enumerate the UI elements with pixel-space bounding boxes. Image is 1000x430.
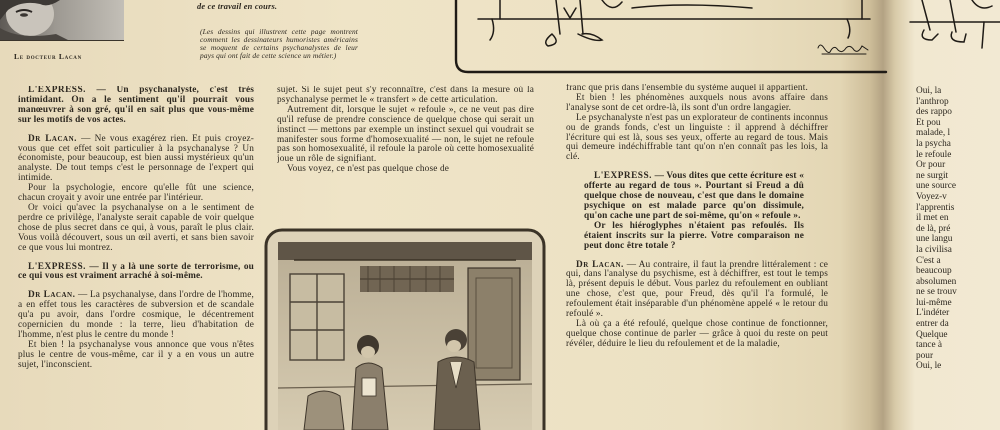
paragraph xyxy=(18,341,254,371)
couch-cartoon xyxy=(452,0,1000,78)
paragraph-text: Or voici qu'avec la psychanalyse on a le sentiment de perdre ce privilège, l'analyste serait capable de voir quelque chose de plus secret dans ce qui, à vous, paraît le plus clair. Vous voilà découvert, sous un œil averti, et sans bien savoir ce que vous lui montrez. xyxy=(18,202,254,253)
fragment-line: Quelque xyxy=(916,329,948,340)
fragment-line: une langu xyxy=(916,234,953,245)
paragraph-text: Or les hiéroglyphes n'étaient pas refoulés. Ils étaient inscrits sur la pierre. Votre comparaison ne peut donc être totale ? xyxy=(584,220,804,251)
paragraph xyxy=(584,222,804,252)
fragment-line: de là, pré xyxy=(916,223,951,234)
paragraph-text: sujet. Si le sujet peut s'y reconnaître, c'est dans la mesure où la psychanalyse permet le « transfert » de cette articulation. xyxy=(277,86,534,105)
dialogue-block xyxy=(18,291,254,370)
fragment-line: Oui, le xyxy=(916,361,942,372)
standing-figure xyxy=(546,0,622,46)
photo-caption: Le docteur Lacan xyxy=(14,52,82,61)
paragraph xyxy=(277,106,534,165)
paragraph xyxy=(18,291,254,341)
consulting-room-cartoon xyxy=(264,228,546,430)
speaker-label: Dr Lacan. xyxy=(576,259,624,270)
paragraph-text: — Il y a là une sorte de terrorisme, ou ce qui vous est vraiment arraché à soi-même. xyxy=(18,261,254,282)
paragraph xyxy=(18,135,254,185)
continued-text-line: de ce travail en cours. xyxy=(197,2,278,11)
dialogue-block xyxy=(18,263,254,283)
paragraph xyxy=(18,204,254,254)
paragraph-text: Et bien ! la psychanalyse vous annonce que vous n'êtes plus le centre de vous-même, car il y a en vous un autre sujet, l'inconscient. xyxy=(18,339,254,370)
ceiling-beam xyxy=(278,242,532,260)
fragment-line: la civilisa xyxy=(916,244,952,255)
window xyxy=(290,274,344,360)
paragraph-text: — Vous dites que cette écriture est « offerte au regard de tous ». Pourtant si Freud a dû quelque chose de nouveau, c'est que dans le domaine psychique on est malade parce qu'on dissimule, qu'on cache une part de soi-même, qu'on « refoule ». xyxy=(584,171,804,221)
cartoon-frame xyxy=(456,0,886,72)
fragment-line: Voyez-v xyxy=(916,191,947,202)
speaker-label: L'EXPRESS. xyxy=(28,86,86,95)
paragraph xyxy=(18,86,254,126)
fragment-line: le refoule xyxy=(916,149,952,160)
paragraph-text: — Ne vous exagérez rien. Et puis croyez-vous que cet effet soit particulier à la psychanalyse ? Un économiste, pour beaucoup, est bien aussi mystérieux qu'un analyste. De tout temps c'est le personnage de l'expert qui intimide. xyxy=(18,133,254,184)
paragraph-text: franc que pris dans l'ensemble du système auquel il appartient. xyxy=(566,84,808,93)
fragment-line: tance à xyxy=(916,340,943,351)
paragraph xyxy=(277,165,534,175)
column-3 xyxy=(566,84,828,430)
speaker-label: Dr Lacan. xyxy=(28,290,76,301)
signature-scribble xyxy=(818,45,868,54)
paragraph xyxy=(566,94,828,114)
speaker-label: Dr Lacan. xyxy=(28,133,77,144)
body-block xyxy=(277,86,534,175)
paragraph xyxy=(277,86,534,106)
speaker-label: L'EXPRESS. xyxy=(594,171,652,182)
fragment-line: absolumen xyxy=(916,276,957,287)
lacan-portrait-photo xyxy=(0,0,124,41)
fragment-line: Oui, la xyxy=(916,86,942,96)
fragment-line: malade, l xyxy=(916,128,951,139)
dialogue-block xyxy=(18,135,254,254)
fragment-line: Or pour xyxy=(916,160,946,171)
fragment-line: lui-même xyxy=(916,297,952,308)
right-page-column-cut-off xyxy=(916,86,1000,430)
fragment-line: entrer da xyxy=(916,319,949,330)
paragraph xyxy=(18,184,254,204)
fragment-line: Et pou xyxy=(916,117,941,128)
seated-figure xyxy=(910,0,1000,48)
paragraph-text: Vous voyez, ce n'est pas quelque chose de xyxy=(287,164,450,175)
illustration-caption: (Les dessins qui illustrent cette page montrent comment les dessinateurs humoristes américains se moquent de certains psychanalystes de leur pays qui ont fait de cette science un métier.) xyxy=(200,27,358,60)
speaker-label: L'EXPRESS. xyxy=(28,261,86,272)
fragment-line: beaucoup xyxy=(916,266,952,277)
doorway xyxy=(468,268,520,380)
dialogue-block xyxy=(18,86,254,126)
paragraph-text: Et bien ! les phénomènes auxquels nous avons affaire dans l'analyse sont de cet ordre-là, ils sont d'un ordre langagier. xyxy=(566,92,828,113)
fragment-line: la psycha xyxy=(916,138,951,149)
paragraph xyxy=(584,172,804,222)
dialogue-block xyxy=(566,261,828,350)
couch xyxy=(478,0,870,40)
fragment-line: ne surgit xyxy=(916,170,949,181)
fragment-line: C'est a xyxy=(916,255,941,266)
fragment-line: l'anthrop xyxy=(916,96,949,107)
paragraph xyxy=(566,320,828,350)
column-2 xyxy=(277,86,534,220)
paragraph-text: Le psychanalyste n'est pas un explorateur de continents inconnus ou de grands fonds, c'est un linguiste : il apprend à déchiffrer l'écriture qui est là, sous ses yeux, offerte au regard de tous. Mais qui demeure indéchiffrable tant qu'on n'en connaît pas les lois, la clé. xyxy=(566,112,828,163)
fragment-line: des rappo xyxy=(916,107,952,118)
fragment-line: l'apprentis xyxy=(916,202,955,213)
armchair xyxy=(304,391,344,430)
paragraph xyxy=(18,263,254,283)
column-1 xyxy=(18,86,254,430)
paragraph-text: Là où ça a été refoulé, quelque chose continue de fonctionner, quelque chose continue de parler — grâce à quoi du reste on peut révéler, déduire le lieu du refoulement et de la maladie, xyxy=(566,318,828,349)
paragraph-text: — Un psychanalyste, c'est très intimidant. On a le sentiment qu'il pourrait vous manœuvrer à son gré, qu'il en sait plus que vous-même sur les motifs de vos actes. xyxy=(18,86,254,125)
dialogue-block xyxy=(584,172,804,251)
paragraph-text: — Au contraire, il faut la prendre littéralement : ce qui, dans l'analyse du psychisme, est à déchiffrer, est tout le temps là, présent depuis le début. Vous parlez du refoulement en oubliant une chose, c'est que, pour Freud, dès qu'il l'a formulé, le refoulement était inséparable d'un phénomène appelé « le retour du refoulé ». xyxy=(566,259,828,320)
paragraph xyxy=(566,114,828,164)
paragraph-text: — La psychanalyse, dans l'ordre de l'homme, a en effet tous les caractères de subversion et de scandale qu'a pu avoir, dans l'ordre cosmique, le décentrement copernicien du monde : la terre, lieu d'habitation de l'homme, n'est plus le centre du monde ! xyxy=(18,290,254,340)
paragraph-text: Pour la psychologie, encore qu'elle fût une science, chacun croyait y avoir une entrée par l'intérieur. xyxy=(18,183,254,204)
paragraph xyxy=(566,261,828,320)
fragment-line: pour xyxy=(916,350,934,361)
body-block xyxy=(566,84,828,163)
fragment-line: une source xyxy=(916,181,957,192)
fragment-line: il met en xyxy=(916,213,949,224)
fragment-line: L'indéter xyxy=(916,308,950,319)
paragraph-text: Autrement dit, lorsque le sujet « refoule », ce ne veut pas dire qu'il refuse de prendre conscience de quelque chose qui serait un instinct — mettons par exemple un instinct sexuel qui voudrait se manifester sous forme d'homosexualité — non, le sujet ne refoule pas son homosexualité, il refoule la parole où cette homosexualité joue un rôle de signifiant. xyxy=(277,104,534,165)
fragment-line: ne se trouv xyxy=(916,287,957,298)
bookshelf xyxy=(360,266,454,292)
